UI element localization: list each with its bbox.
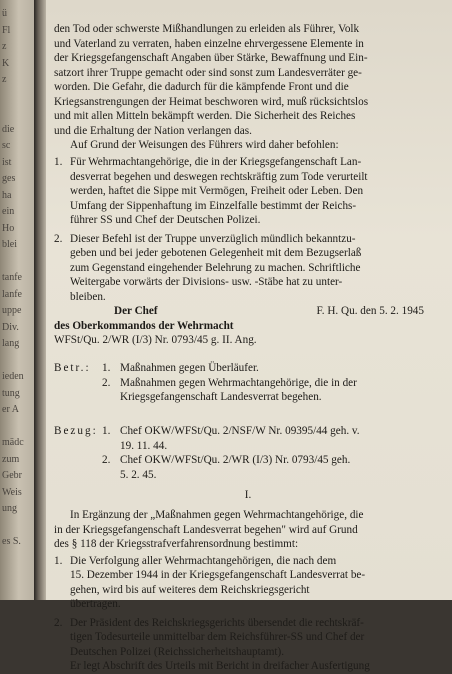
text-line: übertragen. bbox=[70, 598, 121, 610]
gutter-text-fragment: ges bbox=[2, 173, 16, 184]
text-line: und mit allen Mitteln bekämpft werden. Die Sicherheit des Reiches bbox=[54, 110, 356, 122]
gutter-text-fragment: ein bbox=[2, 206, 15, 217]
letter-header bbox=[54, 304, 438, 348]
section-item: 1. Die Verfolgung aller Wehrmachtangehörigen, die nach dem 15. Dezember 1944 in der Kriegsgefangenschaft Landesverrat be- gehen, wird bis auf weiteres dem Reichskriegsgericht übertragen. bbox=[54, 554, 444, 612]
gutter-text-fragment: lanfe bbox=[2, 288, 22, 300]
subject-item: 2. Maßnahmen gegen Wehrmachtangehörige, die in der Kriegsgefangenschaft Landesverrat begehen. bbox=[102, 376, 357, 403]
gutter-text-fragment: er A bbox=[2, 404, 19, 415]
gutter-text-fragment: ha bbox=[2, 189, 12, 201]
left-page-edge bbox=[0, 0, 34, 600]
text-line: Chef OKW/WFSt/Qu. 2/NSF/W Nr. 09395/44 geh. v. bbox=[120, 425, 360, 437]
order-number: 1. bbox=[54, 156, 63, 168]
text-line: Kriegsgefangenschaft Landesverrat begehen. bbox=[120, 391, 322, 403]
gutter-text-fragment: z bbox=[2, 74, 7, 85]
order-item bbox=[54, 155, 442, 228]
text-line: führer SS und Chef der Deutschen Polizei. bbox=[70, 214, 261, 226]
gutter-text-fragment: z bbox=[2, 41, 7, 52]
text-line: Umfang der Sippenhaftung im Einzelfalle bestimmt der Reichs- bbox=[70, 199, 357, 212]
section-item: 2. Der Präsident des Reichskriegsgerichts übersendet die rechtskräf- tigen Todesurteile unmittelbar dem Reichsführer-SS und Chef der Deutschen Polizei (Reichssicherheitshauptamt). Er legt Abschrift des Urteils mit Bericht in dreifacher Ausfertigung bbox=[54, 616, 444, 674]
gutter-text-fragment: lang bbox=[2, 338, 20, 349]
intro-paragraph bbox=[54, 22, 442, 153]
text-line: satzort ihrer Truppe gemacht oder sind sonst zum Landesverräter ge- bbox=[54, 66, 362, 79]
text-line: 5. 2. 45. bbox=[120, 468, 157, 481]
text-line: gehen, wird bis auf weiteres dem Reichskriegsgericht bbox=[70, 583, 310, 596]
text-line: Dieser Befehl ist der Truppe unverzüglich mündlich bekanntzu- bbox=[70, 232, 356, 245]
order-intro: Auf Grund der Weisungen des Führers wird daher befohlen: bbox=[70, 139, 339, 151]
text-line: Er legt Abschrift des Urteils mit Bericht in dreifacher Ausfertigung bbox=[70, 660, 370, 672]
text-line: 19. 11. 44. bbox=[120, 439, 168, 452]
gutter-text-fragment: die bbox=[2, 123, 15, 135]
subject-item: 1. Maßnahmen gegen Überläufer. bbox=[102, 362, 259, 374]
gutter-text-fragment: Gebr bbox=[2, 470, 22, 481]
text-line: den Tod oder schwerste Mißhandlungen zu erleiden als Führer, Volk bbox=[54, 23, 360, 35]
gutter-text-fragment: Fl bbox=[2, 24, 11, 36]
text-line: tigen Todesurteile unmittelbar dem Reichsführer-SS und Chef der bbox=[70, 631, 365, 643]
gutter-text-fragment: ist bbox=[2, 156, 12, 168]
gutter-text-fragment: zum bbox=[2, 453, 20, 465]
section-body bbox=[54, 508, 444, 674]
text-line: bleiben. bbox=[70, 290, 106, 303]
chef-title: Der Chef bbox=[114, 305, 158, 317]
gutter-text-fragment: Div. bbox=[2, 321, 19, 333]
order-item bbox=[54, 232, 442, 305]
text-line: Maßnahmen gegen Wehrmachtangehörige, die in der bbox=[120, 376, 357, 389]
text-line: Kriegsanstrengungen der Heimat beschworen wird, muß rücksichtslos bbox=[54, 95, 369, 108]
text-line: desverrat begehen und deswegen rechtskräftig zum Tode verurteilt bbox=[70, 170, 368, 183]
section-numeral: I. bbox=[244, 489, 252, 501]
gutter-text-fragment: tanfe bbox=[2, 272, 22, 283]
text-line: Deutschen Polizei (Reichssicherheitshauptamt). bbox=[70, 645, 285, 658]
text-line: und Vaterland zu verraten, haben einzelne ehrvergessene Elemente in bbox=[54, 37, 364, 50]
gutter-text-fragment: sc bbox=[2, 140, 11, 151]
orders-list bbox=[54, 155, 442, 304]
reference-item: 1. Chef OKW/WFSt/Qu. 2/NSF/W Nr. 09395/44 geh. v. 19. 11. 44. bbox=[102, 425, 360, 452]
gutter-text-fragment: K bbox=[2, 57, 10, 69]
reference-label: Bezug: bbox=[54, 425, 98, 437]
text-line: der Kriegsgefangenschaft Angaben über Stärke, Bewaffnung und Ein- bbox=[54, 52, 368, 64]
gutter-text-fragment: Ho bbox=[2, 222, 15, 234]
gutter-text-fragment: ü bbox=[2, 8, 7, 19]
reference-item: 2. Chef OKW/WFSt/Qu. 2/WR (I/3) Nr. 0793/45 geh. 5. 2. 45. bbox=[102, 454, 351, 481]
gutter-text-fragment: ieden bbox=[2, 371, 24, 382]
gutter-text-fragment: blei bbox=[2, 239, 17, 250]
text-line: Die Verfolgung aller Wehrmachtangehörigen, die nach dem bbox=[70, 554, 337, 567]
text-line: in der Kriegsgefangenschaft Landesverrat begehen" wird auf Grund bbox=[54, 523, 358, 536]
text-line: werden, haftet die Sippe mit Vermögen, Freiheit oder Leben. Den bbox=[70, 185, 364, 197]
text-line: worden. Die Gefahr, die dadurch für die kämpfende Front und die bbox=[54, 81, 349, 93]
text-line: Maßnahmen gegen Überläufer. bbox=[120, 362, 259, 374]
text-line: 15. Dezember 1944 in der Kriegsgefangenschaft Landesverrat be- bbox=[70, 569, 366, 581]
subject-label: Betr.: bbox=[54, 362, 91, 374]
text-line: des § 118 der Kriegsstrafverfahrensordnung bestimmt: bbox=[54, 538, 299, 550]
text-line: zum Gegenstand eingehender Belehrung zu machen. Schriftliche bbox=[70, 261, 361, 274]
okw-title: des Oberkommandos der Wehrmacht bbox=[54, 319, 234, 332]
text-line: geben und bei jeder gebotenen Gelegenheit mit dem Bezugserlaß bbox=[70, 247, 362, 259]
text-line: In Ergänzung der „Maßnahmen gegen Wehrmachtangehörige, die bbox=[70, 509, 364, 521]
order-number: 2. bbox=[54, 232, 63, 245]
gutter-text-fragment: tung bbox=[2, 387, 20, 399]
gutter-text-fragment: mädc bbox=[2, 437, 24, 448]
text-line: Für Wehrmachtangehörige, die in der Kriegsgefangenschaft Lan- bbox=[70, 156, 362, 168]
text-line: Der Präsident des Reichskriegsgerichts übersendet die rechtskräf- bbox=[70, 616, 364, 629]
document-page bbox=[46, 0, 452, 672]
gutter-text-fragment: es S. bbox=[2, 536, 21, 547]
text-line: Weitergabe vorwärts der Divisions- usw. -Stäbe hat zu unter- bbox=[70, 276, 343, 288]
gutter-text-fragment: ung bbox=[2, 503, 17, 514]
reference-number: WFSt/Qu. 2/WR (I/3) Nr. 0793/45 g. II. Ang. bbox=[54, 334, 257, 346]
text-line: Chef OKW/WFSt/Qu. 2/WR (I/3) Nr. 0793/45 geh. bbox=[120, 454, 351, 466]
text-line: und die Erhaltung der Nation verlangen das. bbox=[54, 124, 252, 137]
gutter-text-fragment: uppe bbox=[2, 305, 22, 316]
gutter-text-fragment: Weis bbox=[2, 486, 22, 498]
place-date: F. H. Qu. den 5. 2. 1945 bbox=[316, 305, 424, 317]
